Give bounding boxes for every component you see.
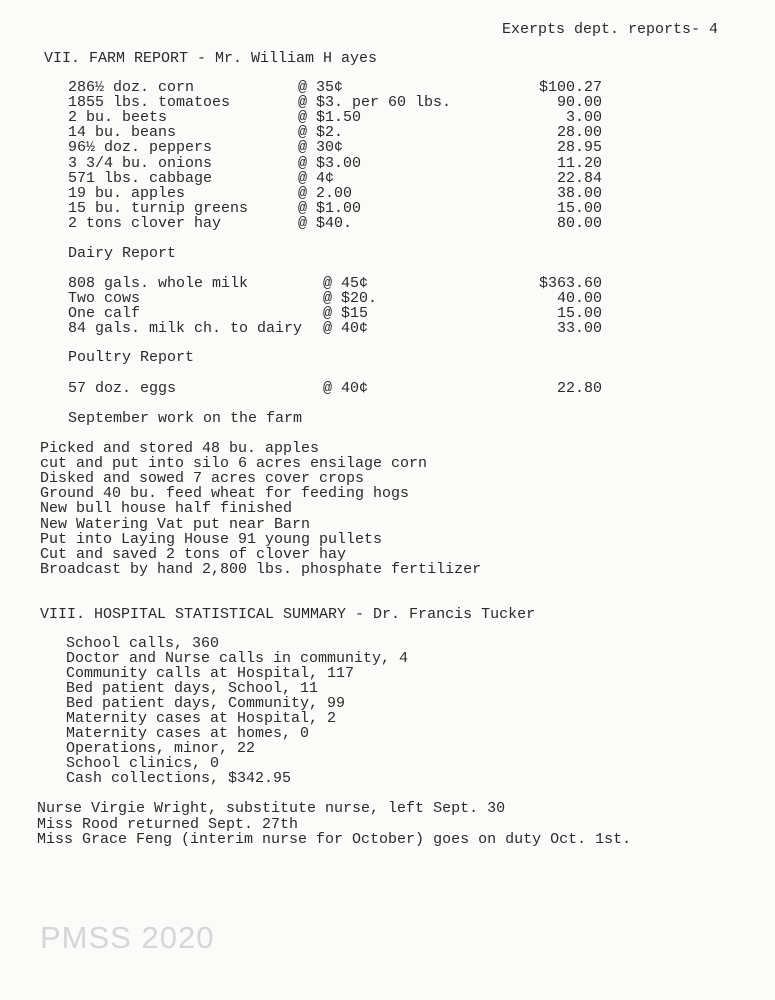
work-line: Disked and sowed 7 acres cover crops <box>40 470 365 488</box>
row-price: @ 30¢ <box>298 139 344 157</box>
row-amount: 15.00 <box>556 305 602 322</box>
row-price: @ 35¢ <box>298 79 344 96</box>
stat-line: Bed patient days, Community, 99 <box>66 695 346 712</box>
row-amount: 33.00 <box>556 320 602 337</box>
row-item: 286½ doz. corn <box>68 79 195 96</box>
september-work-title: September work on the farm <box>68 410 303 427</box>
row-amount: 28.00 <box>556 124 602 142</box>
stat-line: Maternity cases at Hospital, 2 <box>66 710 337 727</box>
row-price: @ $15 <box>323 305 369 322</box>
farm-report-title: VII. FARM REPORT - Mr. William H ayes <box>44 50 378 67</box>
row-price: @ 2.00 <box>298 184 353 202</box>
row-item: 2 bu. beets <box>68 109 168 127</box>
work-line: Broadcast by hand 2,800 lbs. phosphate fertilizer <box>40 560 482 578</box>
row-amount: 40.00 <box>556 290 602 307</box>
work-line: cut and put into silo 6 acres ensilage corn <box>40 455 428 473</box>
row-item: 19 bu. apples <box>68 184 186 202</box>
row-item: Two cows <box>68 290 141 307</box>
row-item: One calf <box>68 305 141 322</box>
row-amount: 80.00 <box>556 214 602 232</box>
row-price: @ 40¢ <box>323 320 369 337</box>
row-amount: 3.00 <box>565 109 602 127</box>
row-price: @ $3.00 <box>298 154 362 172</box>
work-line: New bull house half finished <box>40 500 293 518</box>
row-amount: 90.00 <box>556 94 602 112</box>
row-amount: 28.95 <box>556 139 602 157</box>
row-item: 3 3/4 bu. onions <box>68 154 213 172</box>
row-price: @ $1.00 <box>298 199 362 217</box>
stat-line: Operations, minor, 22 <box>66 740 256 757</box>
work-line: Cut and saved 2 tons of clover hay <box>40 545 347 563</box>
row-item: 808 gals. whole milk <box>68 275 249 292</box>
stat-line: Bed patient days, School, 11 <box>66 680 319 697</box>
row-item: 14 bu. beans <box>68 124 177 142</box>
hospital-summary-title: VIII. HOSPITAL STATISTICAL SUMMARY - Dr. Francis Tucker <box>40 606 536 623</box>
row-item: 15 bu. turnip greens <box>68 199 249 217</box>
row-amount: 11.20 <box>556 154 602 172</box>
row-item: 571 lbs. cabbage <box>68 169 213 187</box>
row-item: 57 doz. eggs <box>68 380 177 397</box>
stat-line: School clinics, 0 <box>66 755 220 772</box>
stat-line: Community calls at Hospital, 117 <box>66 665 355 682</box>
row-item: 84 gals. milk ch. to dairy <box>68 320 303 337</box>
watermark: PMSS 2020 <box>40 920 215 955</box>
row-price: @ 4¢ <box>298 169 335 187</box>
note-line: Miss Rood returned Sept. 27th <box>37 815 299 833</box>
row-price: @ 45¢ <box>323 275 369 292</box>
note-line: Miss Grace Feng (interim nurse for October) goes on duty Oct. 1st. <box>37 831 632 848</box>
row-amount: 38.00 <box>556 184 602 202</box>
row-item: 96½ doz. peppers <box>68 139 213 157</box>
dairy-report-title: Dairy Report <box>68 245 177 262</box>
page-header: Exerpts dept. reports- 4 <box>502 21 719 38</box>
stat-line: Cash collections, $342.95 <box>66 770 292 787</box>
work-line: Picked and stored 48 bu. apples <box>40 440 320 457</box>
row-item: 1855 lbs. tomatoes <box>68 94 231 112</box>
row-amount: 22.84 <box>556 169 602 187</box>
row-amount: $100.27 <box>538 79 602 96</box>
row-amount: 15.00 <box>556 199 602 217</box>
row-price: @ $3. per 60 lbs. <box>298 94 452 112</box>
row-price: @ 40¢ <box>323 380 369 397</box>
stat-line: Doctor and Nurse calls in community, 4 <box>66 650 409 667</box>
row-price: @ $40. <box>298 214 353 232</box>
row-price: @ $20. <box>323 290 378 307</box>
note-line: Nurse Virgie Wright, substitute nurse, left Sept. 30 <box>37 800 506 817</box>
row-amount: 22.80 <box>556 380 602 397</box>
work-line: New Watering Vat put near Barn <box>40 515 311 533</box>
row-price: @ $1.50 <box>298 109 362 127</box>
work-line: Put into Laying House 91 young pullets <box>40 530 383 548</box>
work-line: Ground 40 bu. feed wheat for feeding hogs <box>40 485 410 503</box>
poultry-report-title: Poultry Report <box>68 349 195 366</box>
row-amount: $363.60 <box>538 275 602 292</box>
row-item: 2 tons clover hay <box>68 214 222 232</box>
stat-line: Maternity cases at homes, 0 <box>66 725 310 742</box>
stat-line: School calls, 360 <box>66 635 220 652</box>
row-price: @ $2. <box>298 124 344 142</box>
